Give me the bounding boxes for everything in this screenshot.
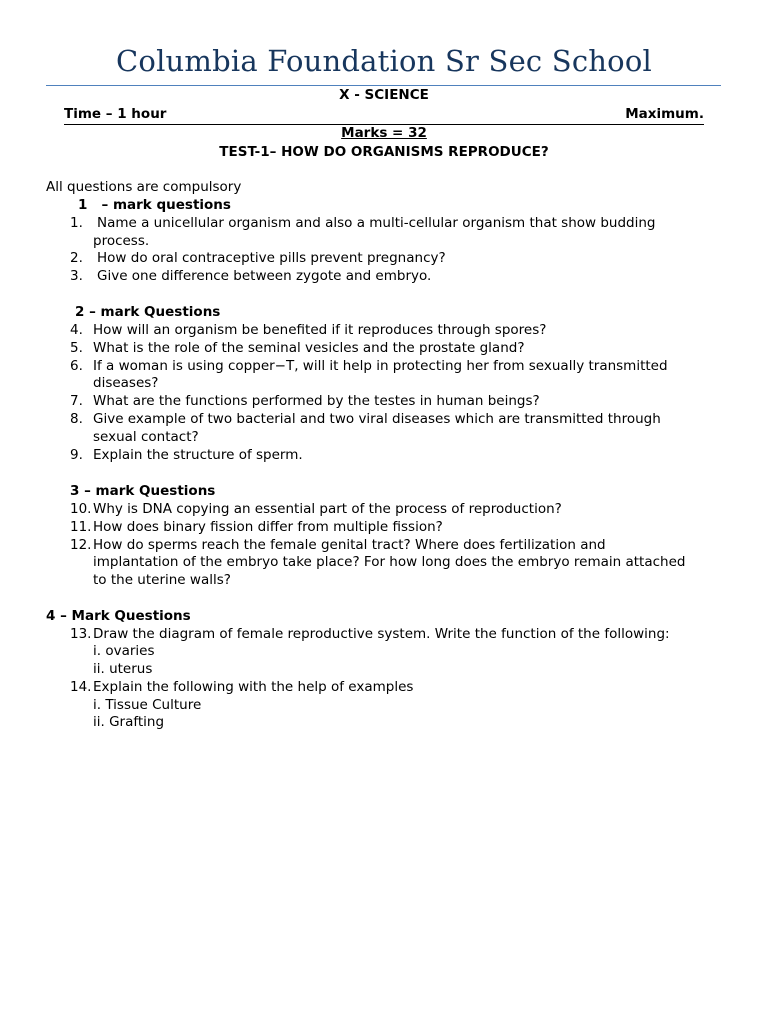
question-text: process.	[93, 233, 150, 249]
question-text: Give one difference between zygote and embryo.	[97, 268, 432, 284]
maximum-label: Maximum.	[625, 106, 704, 122]
question-subitem: ii. uterus	[93, 661, 153, 677]
section-4-heading: 4 – Mark Questions	[46, 608, 191, 624]
question-text: sexual contact?	[93, 429, 199, 445]
question-number: 1.	[70, 215, 83, 231]
class-subject: X - SCIENCE	[339, 87, 429, 103]
marks-label	[0, 124, 768, 142]
question-text: Give example of two bacterial and two viral diseases which are transmitted through	[93, 411, 661, 427]
question-number: 5.	[70, 340, 83, 356]
question-text: Why is DNA copying an essential part of the process of reproduction?	[93, 501, 562, 517]
question-number: 3.	[70, 268, 83, 284]
question-number: 4.	[70, 322, 83, 338]
question-text: Draw the diagram of female reproductive system. Write the function of the following:	[93, 626, 670, 642]
section-1-number: 1	[78, 197, 88, 213]
question-text: Explain the following with the help of examples	[93, 679, 414, 695]
question-text: How does binary fission differ from multiple fission?	[93, 519, 443, 535]
section-1-heading-text: – mark questions	[101, 197, 231, 213]
section-3-heading: 3 – mark Questions	[70, 483, 216, 499]
question-text: What is the role of the seminal vesicles and the prostate gland?	[93, 340, 525, 356]
question-text: Explain the structure of sperm.	[93, 447, 303, 463]
question-text: How will an organism be benefited if it reproduces through spores?	[93, 322, 547, 338]
question-subitem: i. Tissue Culture	[93, 697, 202, 713]
question-text: How do sperms reach the female genital tract? Where does fertilization and	[93, 537, 606, 553]
question-number: 11.	[70, 519, 92, 535]
question-text: If a woman is using copper−T, will it help in protecting her from sexually transmitted	[93, 358, 668, 374]
question-number: 9.	[70, 447, 83, 463]
question-subitem: i. ovaries	[93, 643, 155, 659]
section-1-heading	[78, 196, 231, 214]
question-number: 12.	[70, 537, 92, 553]
question-number: 8.	[70, 411, 83, 427]
question-text: How do oral contraceptive pills prevent pregnancy?	[97, 250, 446, 266]
test-title: TEST-1– HOW DO ORGANISMS REPRODUCE?	[219, 144, 549, 160]
question-number: 2.	[70, 250, 83, 266]
instructions: All questions are compulsory	[46, 179, 242, 195]
question-text: diseases?	[93, 375, 159, 391]
question-subitem: ii. Grafting	[93, 714, 165, 730]
question-number: 10.	[70, 501, 92, 517]
question-number: 13.	[70, 626, 92, 642]
question-text: What are the functions performed by the testes in human beings?	[93, 393, 540, 409]
time-marks-line	[64, 106, 704, 125]
question-text: Name a unicellular organism and also a multi-cellular organism that show budding	[97, 215, 656, 231]
question-number: 7.	[70, 393, 83, 409]
section-2-heading: 2 – mark Questions	[75, 304, 221, 320]
question-number: 6.	[70, 358, 83, 374]
marks-text: Marks = 32	[341, 125, 427, 141]
question-number: 14.	[70, 679, 92, 695]
question-text: implantation of the embryo take place? For how long does the embryo remain attached	[93, 554, 686, 570]
time-label: Time – 1 hour	[64, 106, 167, 122]
school-title: Columbia Foundation Sr Sec School	[116, 44, 652, 78]
question-text: to the uterine walls?	[93, 572, 231, 588]
